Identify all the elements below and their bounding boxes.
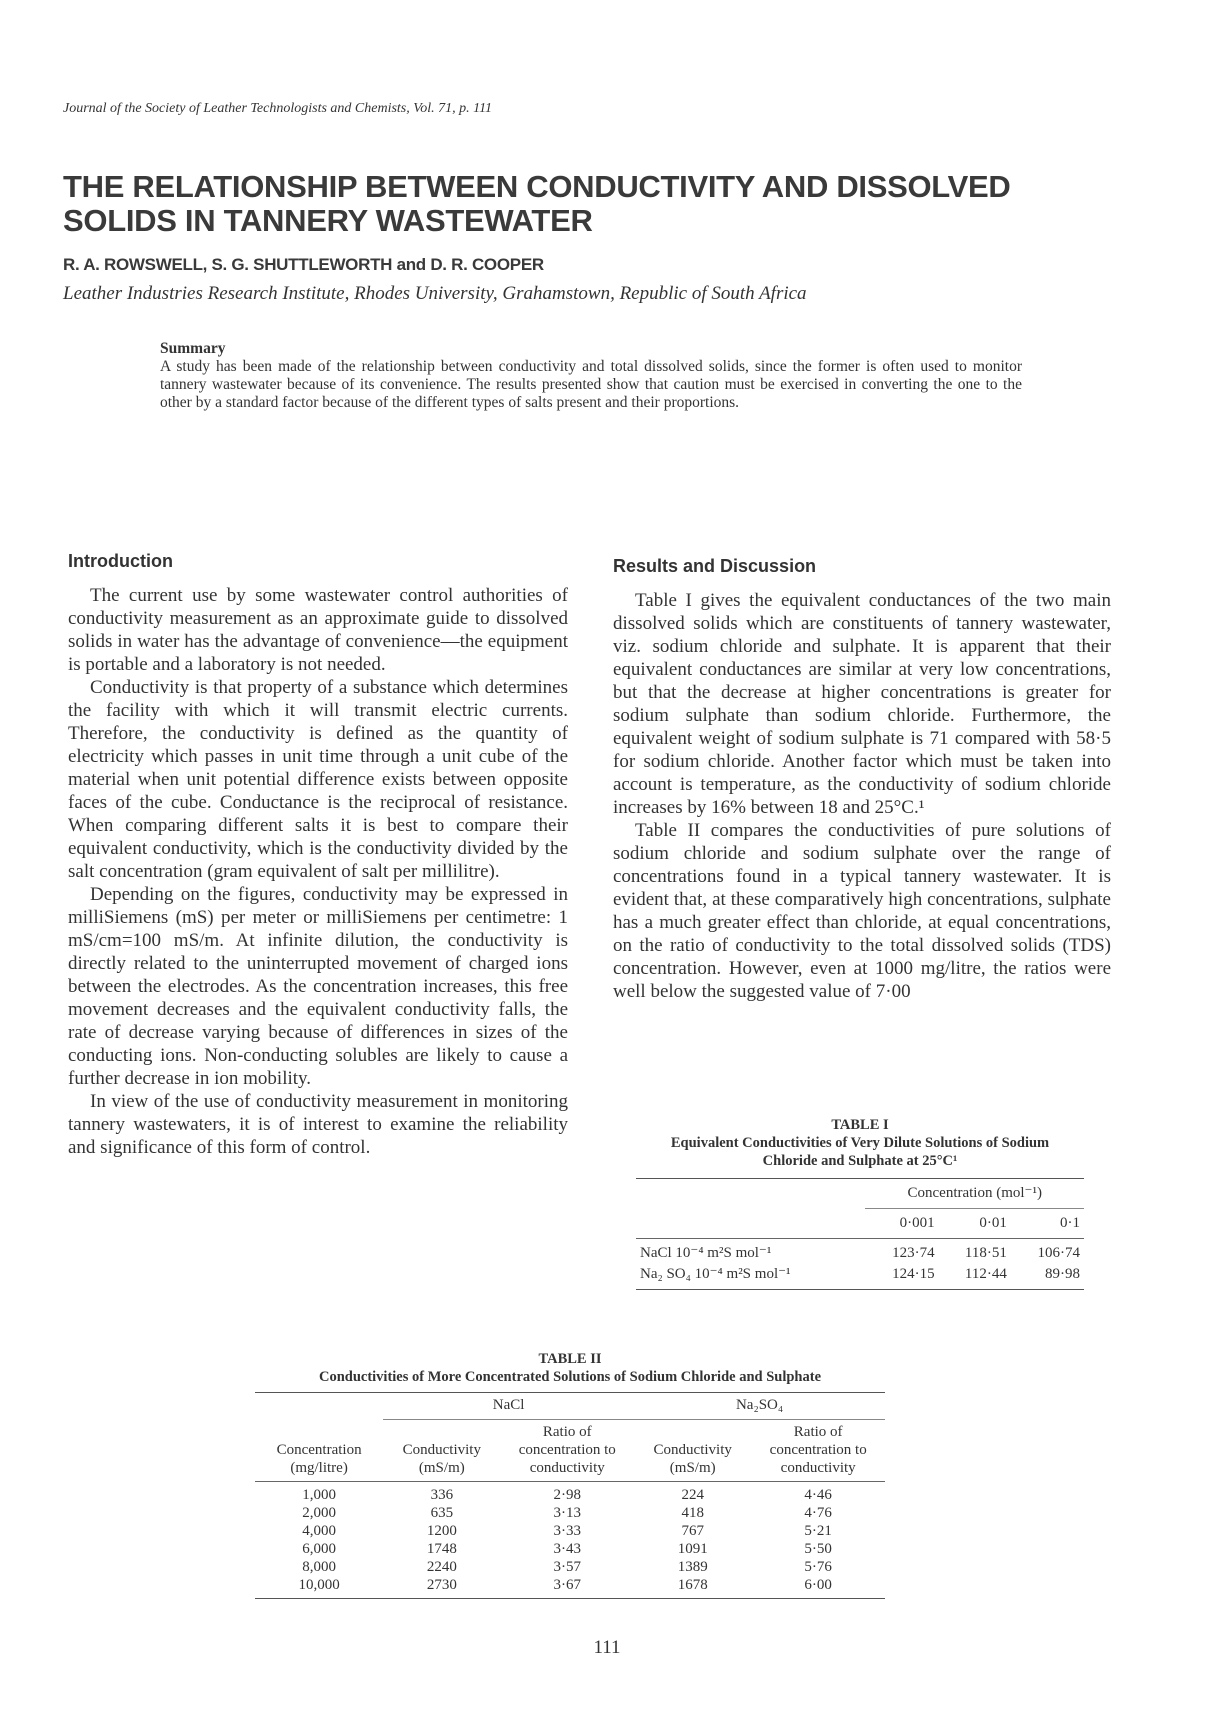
title-line-2: SOLIDS IN TANNERY WASTEWATER bbox=[63, 203, 593, 238]
table-row bbox=[255, 1576, 885, 1599]
table-2-label: TABLE II bbox=[538, 1351, 602, 1367]
intro-paragraph: The current use by some wastewater control authorities of conductivity measurement as an approximate guide to dissolved solids in water has the advantage of convenience—the equipment is portable and a laboratory is not needed. bbox=[68, 585, 568, 675]
table-row bbox=[255, 1558, 885, 1576]
page-number: 111 bbox=[593, 1637, 621, 1658]
row-label: Na₂ SO₄ 10⁻⁴ m²S mol⁻¹ bbox=[640, 1266, 791, 1282]
table-row bbox=[636, 1264, 1084, 1290]
cell: 2730 bbox=[426, 1577, 457, 1593]
table-2-body bbox=[255, 1482, 885, 1599]
col-header-ratio: Ratio of concentration to conductivity bbox=[500, 1420, 634, 1482]
summary-body: A study has been made of the relationship between conductivity and total dissolved solids, since the former is often used to monitor tannery wastewater because of its convenience. The results presented show that caution must be exercised in converting the one to the other by a standard factor because of the different types of salts present and their proportions. bbox=[160, 358, 1022, 411]
cell: 6,000 bbox=[302, 1541, 336, 1557]
cell: 5·50 bbox=[804, 1541, 832, 1557]
table-1-col-header: 0·01 bbox=[939, 1209, 1011, 1239]
cell: 106·74 bbox=[1037, 1245, 1080, 1261]
cell: 89·98 bbox=[1045, 1266, 1080, 1282]
col-header-conductivity: Conductivity (mS/m) bbox=[383, 1420, 500, 1482]
summary-heading: Summary bbox=[160, 340, 226, 357]
results-paragraph: Table I gives the equivalent conductances of the two main dissolved solids which are constituents of tannery wastewater, viz. sodium chloride and sulphate. It is apparent that their equivalent conductances are similar at very low concentrations, but that the decrease at higher concentrations is greater for sodium sulphate than sodium chloride. Furthermore, the equivalent weight of sodium sulphate is 71 compared with 58·5 for sodium chloride. Another factor which must be taken into account is temperature, as the conductivity of sodium chloride increases by 16% between 18 and 25°C.¹ bbox=[613, 590, 1111, 818]
cell: 10,000 bbox=[298, 1577, 340, 1593]
table-1-caption-line: Equivalent Conductivities of Very Dilute Solutions of Sodium bbox=[670, 1135, 1050, 1151]
cell: 418 bbox=[681, 1505, 704, 1521]
cell: 2240 bbox=[426, 1559, 457, 1575]
results-section bbox=[613, 555, 1111, 1003]
table-1-col-header: 0·1 bbox=[1011, 1209, 1084, 1239]
table-1-grid bbox=[636, 1178, 1084, 1290]
col-header-ratio: Ratio of concentration to conductivity bbox=[751, 1420, 885, 1482]
cell: 1,000 bbox=[302, 1487, 336, 1503]
col-header-concentration: Concentration (mg/litre) bbox=[255, 1420, 383, 1482]
table-1 bbox=[636, 1116, 1084, 1290]
cell: 767 bbox=[681, 1523, 704, 1539]
table-row bbox=[255, 1482, 885, 1505]
cell: 1678 bbox=[677, 1577, 708, 1593]
cell: 2·98 bbox=[553, 1487, 582, 1503]
table-row bbox=[636, 1239, 1084, 1265]
cell: 1389 bbox=[677, 1559, 708, 1575]
affiliation: Leather Industries Research Institute, Rhodes University, Grahamstown, Republic of South Africa bbox=[63, 283, 807, 304]
cell: 2,000 bbox=[302, 1505, 336, 1521]
cell: 1748 bbox=[426, 1541, 457, 1557]
table-2 bbox=[255, 1350, 885, 1599]
cell: 1200 bbox=[426, 1523, 457, 1539]
cell: 1091 bbox=[677, 1541, 708, 1557]
cell: 635 bbox=[430, 1505, 454, 1521]
table-row bbox=[255, 1540, 885, 1558]
table-row bbox=[255, 1522, 885, 1540]
cell: 4·76 bbox=[804, 1505, 832, 1521]
table-2-grid bbox=[255, 1392, 885, 1599]
cell: 3·43 bbox=[553, 1541, 582, 1557]
results-heading: Results and Discussion bbox=[613, 556, 817, 576]
cell: 336 bbox=[430, 1487, 454, 1503]
table-1-col-header: 0·001 bbox=[865, 1209, 938, 1239]
intro-paragraph: Conductivity is that property of a substance which determines the facility with which it will transmit electric currents. Therefore, the conductivity is defined as the quantity of electricity which passes in unit time through a unit cube of the material when unit potential difference exists between opposite faces of the cube. Conductance is the reciprocal of resistance. When comparing different salts it is best to compare their equivalent conductivity, which is the conductivity divided by the salt concentration (gram equivalent of salt per millilitre). bbox=[68, 677, 568, 882]
cell: 3·67 bbox=[553, 1577, 582, 1593]
cell: 224 bbox=[681, 1487, 704, 1503]
cell: 3·13 bbox=[553, 1505, 582, 1521]
cell: 5·21 bbox=[804, 1523, 832, 1539]
introduction-section bbox=[68, 550, 568, 1159]
col-header-conductivity: Conductivity (mS/m) bbox=[634, 1420, 751, 1482]
cell: 3·57 bbox=[553, 1559, 582, 1575]
table-1-caption bbox=[636, 1134, 1084, 1170]
cell: 8,000 bbox=[302, 1559, 336, 1575]
cell: 124·15 bbox=[892, 1266, 935, 1282]
authors: R. A. ROWSWELL, S. G. SHUTTLEWORTH and D. R. COOPER bbox=[63, 255, 544, 274]
cell: 4·46 bbox=[804, 1487, 832, 1503]
cell: 118·51 bbox=[964, 1245, 1007, 1261]
table-2-caption: Conductivities of More Concentrated Solutions of Sodium Chloride and Sulphate bbox=[318, 1369, 822, 1385]
table-1-group-header: Concentration (mol⁻¹) bbox=[865, 1179, 1084, 1209]
article-title bbox=[63, 170, 1163, 238]
introduction-heading: Introduction bbox=[68, 551, 173, 571]
group-header-na2so4: Na₂SO₄ bbox=[634, 1393, 885, 1420]
results-paragraph: Table II compares the conductivities of pure solutions of sodium chloride and sodium sulphate over the range of concentrations found in a typical tannery wastewater. It is evident that, at these comparatively high concentrations, sulphate has a much greater effect than chloride, at equal concentrations, on the ratio of conductivity to the total dissolved solids (TDS) concentration. However, even at 1000 mg/litre, the ratios were well below the suggested value of 7·00 bbox=[613, 820, 1111, 1002]
title-line-1: THE RELATIONSHIP BETWEEN CONDUCTIVITY AND DISSOLVED bbox=[63, 169, 1011, 204]
table-1-caption-line: Chloride and Sulphate at 25°C¹ bbox=[762, 1153, 958, 1169]
cell: 123·74 bbox=[892, 1245, 935, 1261]
intro-paragraph: In view of the use of conductivity measurement in monitoring tannery wastewaters, it is of interest to examine the reliability and significance of this form of control. bbox=[68, 1091, 568, 1158]
table-1-label: TABLE I bbox=[831, 1117, 889, 1133]
cell: 5·76 bbox=[804, 1559, 832, 1575]
row-label: NaCl 10⁻⁴ m²S mol⁻¹ bbox=[640, 1245, 772, 1261]
intro-paragraph: Depending on the figures, conductivity may be expressed in milliSiemens (mS) per meter or milliSiemens per centimetre: 1 mS/cm=100 mS/m. At infinite dilution, the conductivity is directly related to the uninterrupted movement of charged ions between the electrodes. As the concentration increases, this free movement decreases and the equivalent conductivity falls, the rate of decrease varying because of differences in sizes of the conducting ions. Non-conducting solubles are likely to cause a further decrease in ion mobility. bbox=[68, 884, 568, 1089]
cell: 112·44 bbox=[964, 1266, 1007, 1282]
running-head: Journal of the Society of Leather Technologists and Chemists, Vol. 71, p. 111 bbox=[63, 101, 493, 116]
cell: 3·33 bbox=[553, 1523, 582, 1539]
group-header-nacl: NaCl bbox=[383, 1393, 634, 1420]
cell: 6·00 bbox=[804, 1577, 832, 1593]
cell: 4,000 bbox=[302, 1523, 336, 1539]
summary bbox=[160, 340, 1022, 412]
table-row bbox=[255, 1504, 885, 1522]
